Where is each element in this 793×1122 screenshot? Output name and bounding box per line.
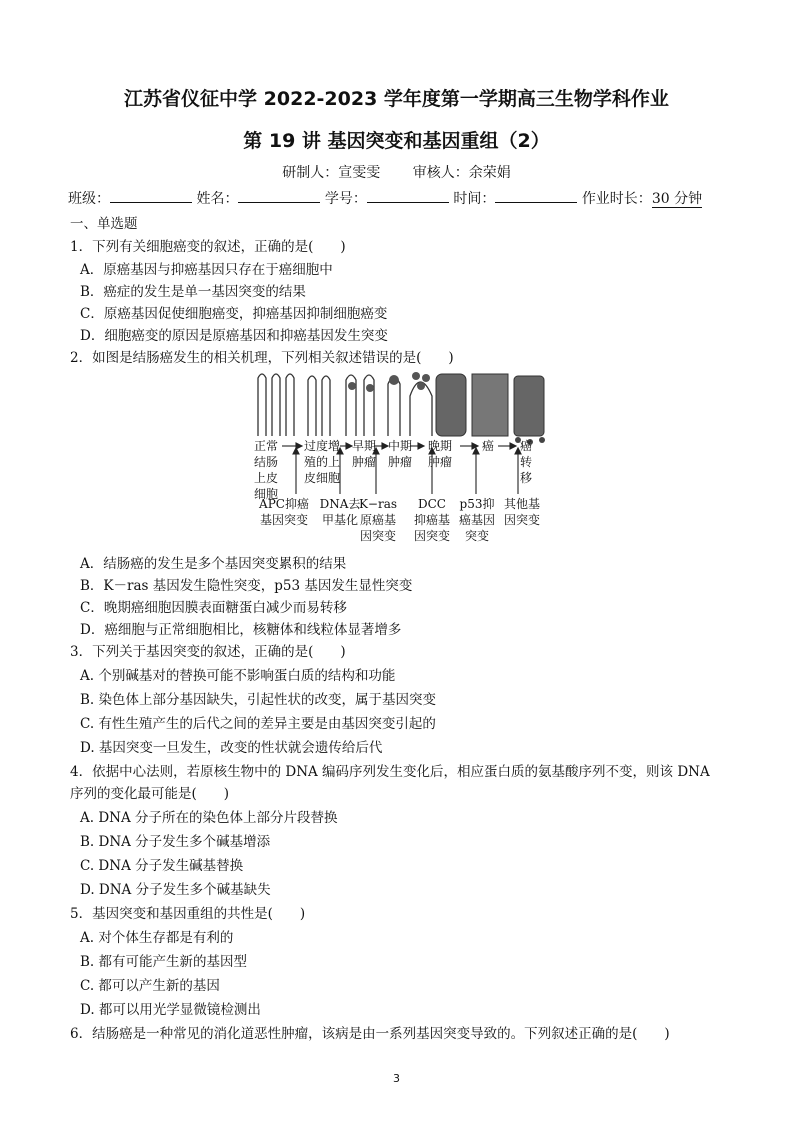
q2-option-c[interactable]: C．晚期癌细胞因膜表面糖蛋白减少而易转移	[80, 600, 347, 616]
time-label: 时间：	[453, 191, 496, 207]
q2-option-d[interactable]: D．癌细胞与正常细胞相比，核糖体和线粒体显著增多	[80, 622, 402, 638]
stage-metastasis: 癌 转 移	[519, 439, 532, 485]
stage-early-tumor: 早期 肿瘤	[351, 439, 376, 469]
q5-option-b[interactable]: B. 都有可能产生新的基因型	[80, 954, 248, 970]
q3-option-b[interactable]: B. 染色体上部分基因缺失，引起性状的改变，属于基因突变	[80, 692, 437, 708]
q1-option-a[interactable]: A．原癌基因与抑癌基因只存在于癌细胞中	[80, 262, 333, 278]
question-4-stem-cont: 序列的变化最可能是( )	[70, 786, 230, 802]
authors-line	[0, 162, 793, 182]
cause-p53: p53抑 癌基因 突变	[458, 497, 495, 543]
name-label: 姓名：	[196, 191, 239, 207]
student-info-line	[68, 188, 718, 208]
stage-cancer: 癌	[481, 439, 494, 453]
question-3-stem: 3．下列关于基因突变的叙述，正确的是( )	[70, 644, 346, 660]
q5-option-a[interactable]: A. 对个体生存都是有利的	[80, 930, 234, 946]
author: 研制人：宣雯雯	[282, 165, 381, 181]
q3-option-a[interactable]: A. 个别碱基对的替换可能不影响蛋白质的结构和功能	[80, 668, 396, 684]
q4-option-d[interactable]: D. DNA 分子发生多个碱基缺失	[80, 882, 271, 898]
stage-hyperplasia: 过度增 殖的上 皮细胞	[303, 439, 340, 485]
q4-option-a[interactable]: A. DNA 分子所在的染色体上部分片段替换	[80, 810, 338, 826]
question-4-stem: 4．依据中心法则，若原核生物中的 DNA 编码序列发生变化后，相应蛋白质的氨基酸序列不变，则该 DNA	[70, 764, 710, 780]
stage-mid-tumor: 中期 肿瘤	[387, 439, 412, 469]
q1-option-b[interactable]: B．癌症的发生是单一基因突变的结果	[80, 284, 306, 300]
duration-value: 30 分钟	[651, 191, 703, 207]
page-number: 3	[393, 1072, 400, 1085]
cause-kras: K−ras 原癌基 因突变	[358, 497, 398, 543]
q1-option-d[interactable]: D．细胞癌变的原因是原癌基因和抑癌基因发生突变	[80, 328, 388, 344]
cause-other: 其他基 因突变	[503, 497, 540, 527]
class-blank[interactable]	[110, 188, 192, 203]
cause-apc: APC抑癌 基因突变	[259, 497, 309, 527]
lesson-title: 第 19 讲 基因突变和基因重组（2）	[243, 130, 550, 152]
q1-option-c[interactable]: C．原癌基因促使细胞癌变，抑癌基因抑制细胞癌变	[80, 306, 388, 322]
q5-option-c[interactable]: C. 都可以产生新的基因	[80, 978, 220, 994]
question-2-stem: 2．如图是结肠癌发生的相关机理，下列相关叙述错误的是( )	[70, 350, 454, 366]
q4-option-c[interactable]: C. DNA 分子发生碱基替换	[80, 858, 244, 874]
stage-late-tumor: 晚期 肿瘤	[427, 439, 452, 469]
q3-option-c[interactable]: C. 有性生殖产生的后代之间的差异主要是由基因突变引起的	[80, 716, 436, 732]
q4-option-b[interactable]: B. DNA 分子发生多个碱基增添	[80, 834, 271, 850]
question-6-stem: 6．结肠癌是一种常见的消化道恶性肿瘤，该病是由一系列基因突变导致的。下列叙述正确的是( )	[70, 1026, 670, 1042]
id-blank[interactable]	[367, 188, 449, 203]
class-label: 班级：	[68, 191, 110, 207]
colon-cancer-figure	[250, 366, 550, 546]
id-label: 学号：	[324, 191, 367, 207]
section-heading: 一、单选题	[70, 216, 138, 232]
stage-normal: 正常 结肠 上皮 细胞	[253, 439, 278, 501]
duration-label: 作业时长：	[581, 191, 652, 207]
cause-dna-demethylation: DNA去 甲基化	[319, 497, 361, 527]
q3-option-d[interactable]: D. 基因突变一旦发生，改变的性状就会遗传给后代	[80, 740, 383, 756]
question-1-stem: 1．下列有关细胞癌变的叙述，正确的是( )	[70, 239, 346, 255]
q2-option-b[interactable]: B．K－ras 基因发生隐性突变，p53 基因发生显性突变	[80, 578, 413, 594]
q2-option-a[interactable]: A．结肠癌的发生是多个基因突变累积的结果	[80, 556, 347, 572]
question-5-stem: 5．基因突变和基因重组的共性是( )	[70, 906, 306, 922]
reviewer: 审核人：余荣娟	[412, 165, 511, 181]
cause-dcc: DCC 抑癌基 因突变	[413, 497, 450, 543]
document-title: 江苏省仪征中学 2022-2023 学年度第一学期高三生物学科作业	[124, 88, 669, 110]
q5-option-d[interactable]: D. 都可以用光学显微镜检测出	[80, 1002, 261, 1018]
time-blank[interactable]	[495, 188, 577, 203]
name-blank[interactable]	[238, 188, 320, 203]
